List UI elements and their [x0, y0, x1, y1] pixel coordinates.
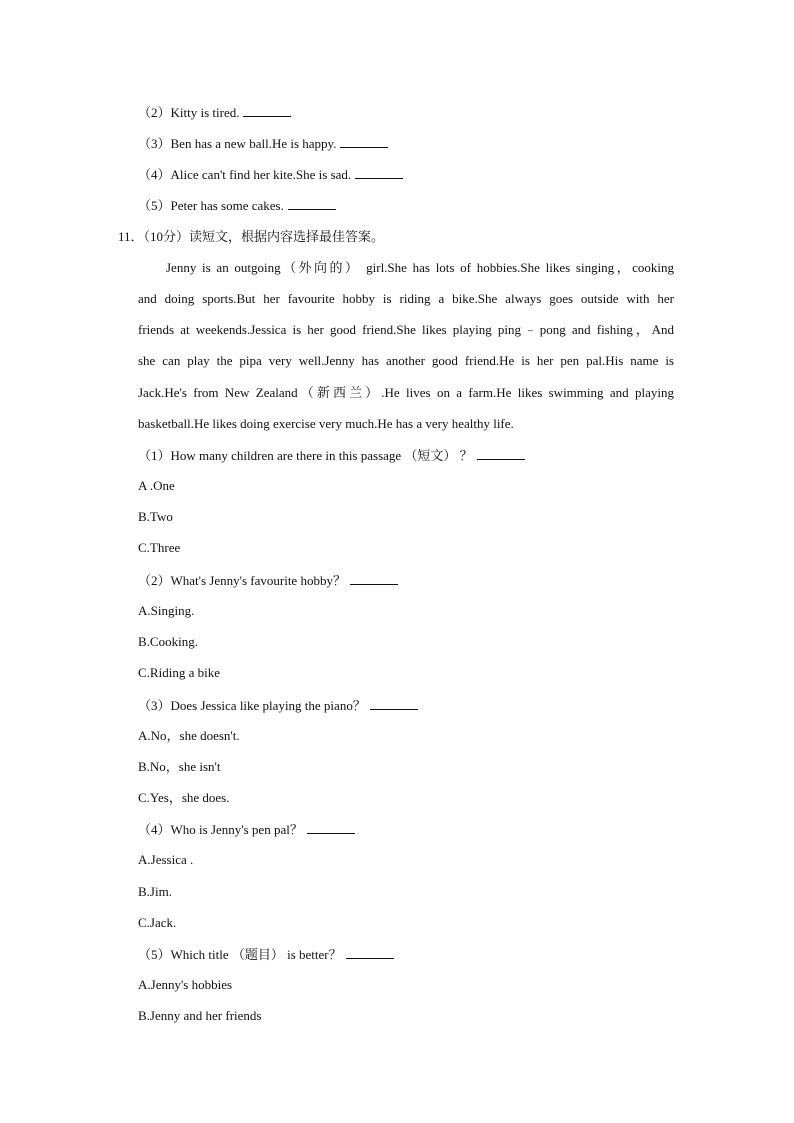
question-text: （2）Kitty is tired. [138, 105, 240, 120]
passage-line: basketball.He likes doing exercise very much.He has a very healthy life. [138, 416, 514, 431]
passage-line: Jenny is an outgoing（外向的） girl.She has lots of hobbies.She likes singing，cooking [166, 260, 674, 275]
question-stem: （3）Does Jessica like playing the piano？ [138, 698, 366, 713]
answer-blank[interactable] [355, 166, 403, 179]
option-c[interactable]: C.Yes，she does. [138, 790, 230, 805]
question-4 [138, 821, 355, 837]
option-b[interactable]: B.Jim. [138, 884, 172, 899]
passage-line: she can play the pipa very well.Jenny has another good friend.He is her pen pal.His name is [138, 353, 674, 368]
option-a[interactable]: A.Singing. [138, 603, 195, 618]
answer-blank[interactable] [340, 135, 388, 148]
prev-question-3 [138, 135, 388, 151]
option-c[interactable]: C.Jack. [138, 915, 177, 930]
question-5 [138, 946, 394, 962]
prev-question-5 [138, 197, 336, 213]
question-3 [138, 697, 418, 713]
option-b[interactable]: B.Two [138, 509, 173, 524]
option-b[interactable]: B.No，she isn't [138, 759, 221, 774]
section-heading: 11．（10分）读短文，根据内容选择最佳答案。 [118, 229, 385, 244]
question-2 [138, 572, 398, 588]
answer-blank[interactable] [350, 572, 398, 585]
answer-blank[interactable] [477, 447, 525, 460]
prev-question-4 [138, 166, 403, 182]
answer-blank[interactable] [288, 197, 336, 210]
answer-blank[interactable] [370, 697, 418, 710]
option-c[interactable]: C.Riding a bike [138, 665, 220, 680]
question-stem: （2）What's Jenny's favourite hobby？ [138, 573, 346, 588]
question-text: （3）Ben has a new ball.He is happy. [138, 136, 337, 151]
option-b[interactable]: B.Jenny and her friends [138, 1008, 262, 1023]
prev-question-2 [138, 104, 291, 120]
answer-blank[interactable] [243, 104, 291, 117]
option-b[interactable]: B.Cooking. [138, 634, 198, 649]
option-a[interactable]: A .One [138, 478, 175, 493]
question-stem: （1）How many children are there in this passage （短文） ？ [138, 448, 473, 463]
option-a[interactable]: A.Jenny's hobbies [138, 977, 233, 992]
passage-line: and doing sports.But her favourite hobby is riding a bike.She always goes outside with her [138, 291, 674, 306]
question-text: （4）Alice can't find her kite.She is sad. [138, 167, 352, 182]
passage-line: Jack.He's from New Zealand（新西兰）.He lives on a farm.He likes swimming and playing [138, 385, 674, 400]
option-a[interactable]: A.No，she doesn't. [138, 728, 240, 743]
question-text: （5）Peter has some cakes. [138, 198, 284, 213]
option-c[interactable]: C.Three [138, 540, 181, 555]
answer-blank[interactable] [307, 821, 355, 834]
question-1 [138, 447, 525, 463]
passage-line: friends at weekends.Jessica is her good friend.She likes playing ping﹣pong and fishing，And [138, 322, 674, 337]
option-a[interactable]: A.Jessica . [138, 852, 194, 867]
answer-blank[interactable] [346, 946, 394, 959]
question-stem: （5）Which title （题目） is better？ [138, 947, 342, 962]
question-stem: （4）Who is Jenny's pen pal？ [138, 822, 303, 837]
